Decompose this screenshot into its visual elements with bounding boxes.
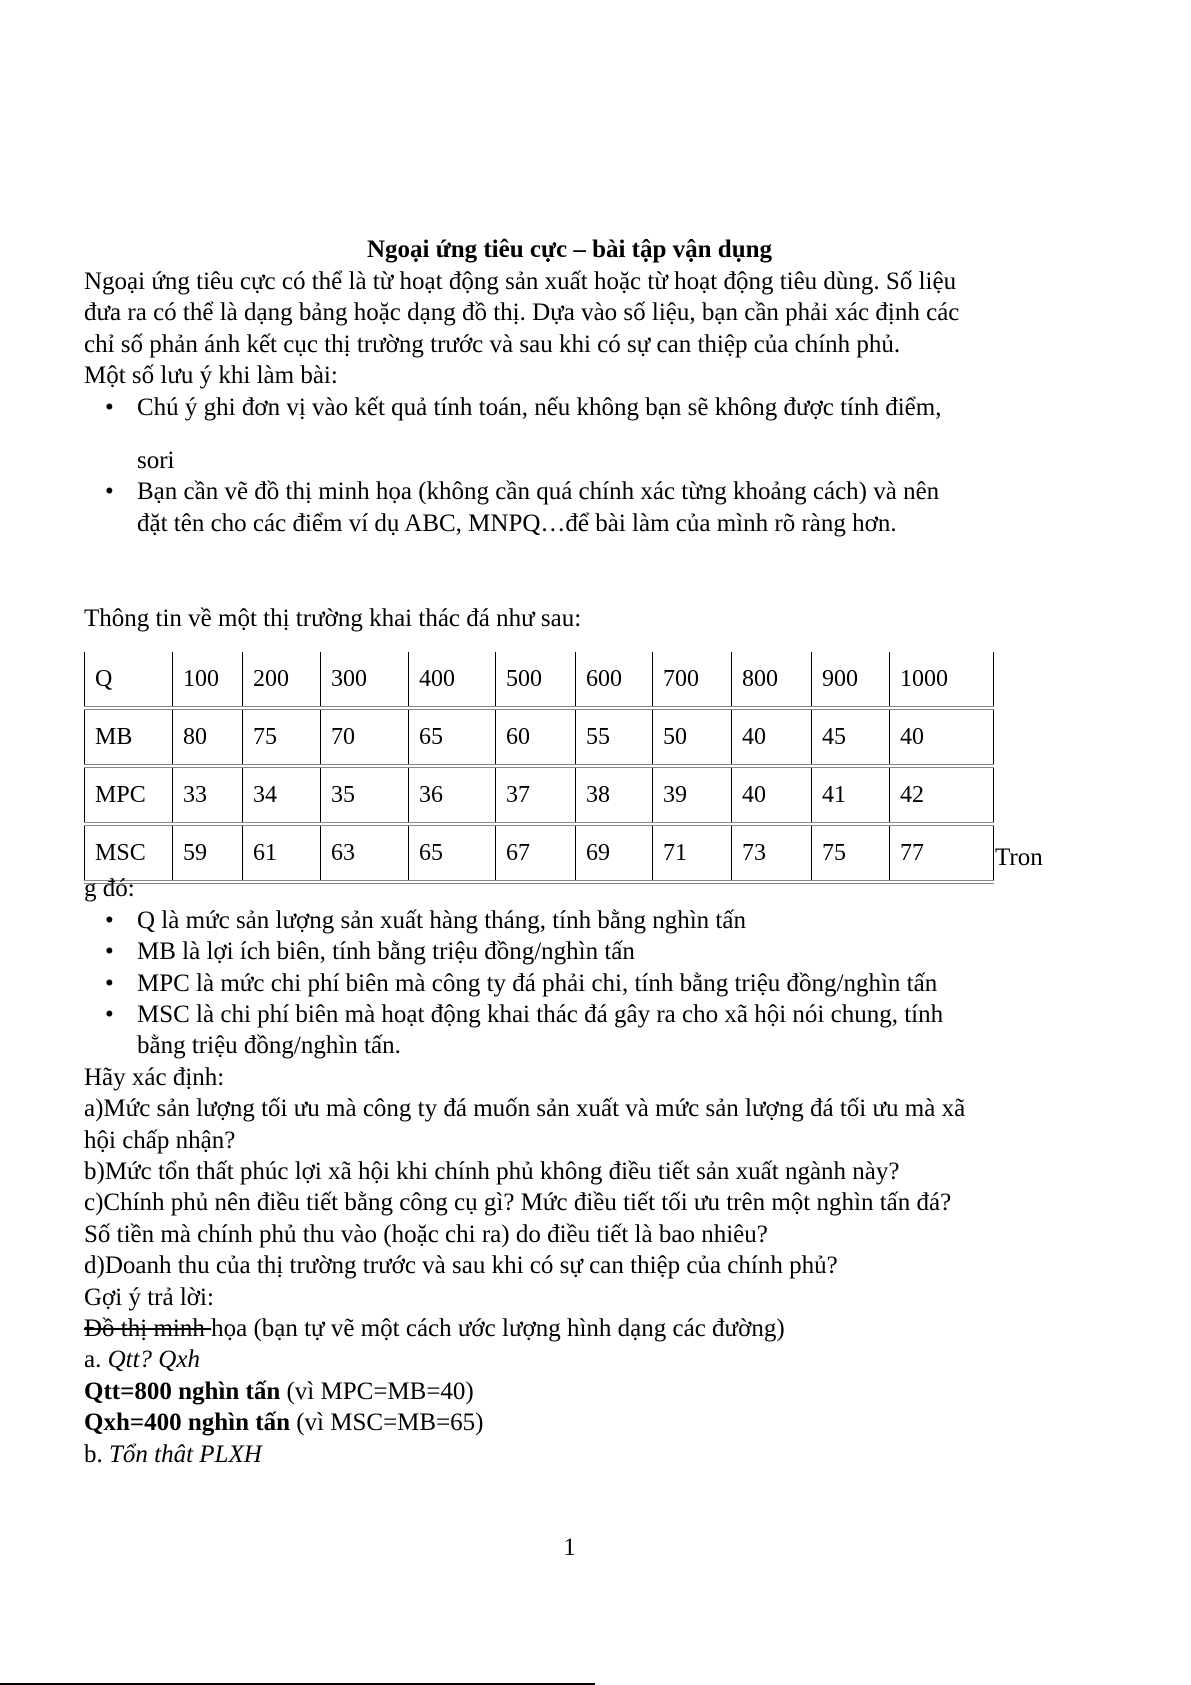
- table-cell: 36: [409, 766, 496, 824]
- table-cell: 55: [576, 708, 653, 766]
- def-text: MPC là mức chi phí biên mà công ty đá phải chi, tính bằng triệu đồng/nghìn tấn: [137, 970, 938, 997]
- table-cell: 65: [409, 708, 496, 766]
- table-cell: 39: [653, 766, 732, 824]
- answer-text: (vì MSC=MB=65): [289, 1409, 484, 1436]
- answer-label: b.: [84, 1441, 109, 1468]
- table-cell: 71: [653, 824, 732, 882]
- table-cell: 900: [812, 652, 890, 708]
- def-text: Q là mức sản lượng sản xuất hàng tháng, tính bằng nghìn tấn: [137, 907, 746, 934]
- def-text: MSC là chi phí biên mà hoạt động khai thác đá gây ra cho xã hội nói chung, tính: [137, 1001, 944, 1028]
- table-cell: 200: [243, 652, 321, 708]
- answer-qxh: [84, 1407, 484, 1438]
- table-cell: 38: [576, 766, 653, 824]
- data-table: [84, 652, 994, 884]
- answer-text: (vì MPC=MB=40): [280, 1378, 474, 1405]
- table-row: [85, 824, 994, 882]
- answer-a-heading: [84, 1344, 200, 1375]
- answer-bold: Qxh=400 nghìn tấn: [84, 1409, 290, 1436]
- question-line: a)Mức sản lượng tối ưu mà công ty đá muốn sản xuất và mức sản lượng đá tối ưu mà xã: [84, 1095, 966, 1122]
- row-header-cell: Q: [85, 652, 173, 708]
- table-cell: 40: [890, 708, 994, 766]
- def-text: MB là lợi ích biên, tính bằng triệu đồng/nghìn tấn: [137, 938, 635, 965]
- table-cell: 41: [812, 766, 890, 824]
- table-cell: 67: [496, 824, 576, 882]
- table-cell: 37: [496, 766, 576, 824]
- answer-text: họa (bạn tự vẽ một cách ước lượng hình dạng các đường): [211, 1315, 785, 1342]
- table-cell: 70: [321, 708, 409, 766]
- table-cell: 45: [812, 708, 890, 766]
- table-cell: 800: [732, 652, 812, 708]
- table-cell: 65: [409, 824, 496, 882]
- table-cell: 80: [173, 708, 243, 766]
- note-text: Bạn cần vẽ đồ thị minh họa (không cần quá chính xác từng khoảng cách) và nên: [137, 478, 940, 505]
- table-cell: 300: [321, 652, 409, 708]
- table-cell: 1000: [890, 652, 994, 708]
- question-line: c)Chính phủ nên điều tiết bằng công cụ gì? Mức điều tiết tối ưu trên một nghìn tấn đá?: [84, 1189, 952, 1216]
- table-cell: 63: [321, 824, 409, 882]
- table-cell: 40: [732, 766, 812, 824]
- question-line: b)Mức tổn thất phúc lợi xã hội khi chính phủ không điều tiết sản xuất ngành này?: [84, 1158, 900, 1185]
- table-row: [85, 652, 994, 708]
- table-cell: 75: [812, 824, 890, 882]
- table-row: [85, 708, 994, 766]
- table-cell: 73: [732, 824, 812, 882]
- table-cell: 60: [496, 708, 576, 766]
- row-header-cell: MSC: [85, 824, 173, 882]
- question-line: d)Doanh thu của thị trường trước và sau khi có sự can thiệp của chính phủ?: [84, 1252, 838, 1279]
- question-line: hội chấp nhận?: [84, 1127, 236, 1154]
- def-text-cont: bằng triệu đồng/nghìn tấn.: [137, 1032, 401, 1059]
- answer-subtitle: Qtt? Qxh: [107, 1346, 200, 1373]
- table-cell: 100: [173, 652, 243, 708]
- info-line: Thông tin về một thị trường khai thác đá như sau:: [84, 605, 582, 632]
- intro-line: chỉ số phản ánh kết cục thị trường trước và sau khi có sự can thiệp của chính phủ.: [84, 331, 901, 358]
- answer-graph-line: [84, 1313, 785, 1344]
- answer-qtt: [84, 1376, 474, 1407]
- table-cell: 34: [243, 766, 321, 824]
- intro-line: đưa ra có thể là dạng bảng hoặc dạng đồ thị. Dựa vào số liệu, bạn cần phải xác định các: [84, 299, 960, 326]
- question-line: Số tiền mà chính phủ thu vào (hoặc chi ra) do điều tiết là bao nhiêu?: [84, 1221, 768, 1248]
- table-cell: 600: [576, 652, 653, 708]
- table-cell: 59: [173, 824, 243, 882]
- row-header-cell: MB: [85, 708, 173, 766]
- page-title: Ngoại ứng tiêu cực – bài tập vận dụng: [366, 236, 773, 263]
- trong-do-part2: g đó:: [84, 875, 135, 902]
- question-line: Gợi ý trả lời:: [84, 1284, 214, 1311]
- table-cell: 40: [732, 708, 812, 766]
- answer-b-heading: [84, 1439, 262, 1470]
- answer-label: a.: [84, 1346, 108, 1373]
- table-cell: 75: [243, 708, 321, 766]
- table-cell: 400: [409, 652, 496, 708]
- table-cell: 33: [173, 766, 243, 824]
- row-header-cell: MPC: [85, 766, 173, 824]
- answer-subtitle: Tổn thât PLXH: [109, 1441, 262, 1468]
- page-number: 1: [563, 1534, 576, 1561]
- table-cell: 50: [653, 708, 732, 766]
- table-cell: 35: [321, 766, 409, 824]
- table-row: [85, 766, 994, 824]
- table-cell: 700: [653, 652, 732, 708]
- intro-line: Ngoại ứng tiêu cực có thể là từ hoạt động sản xuất hoặc từ hoạt động tiêu dùng. Số liệu: [84, 268, 957, 295]
- note-text: Chú ý ghi đơn vị vào kết quả tính toán, nếu không bạn sẽ không được tính điểm,: [137, 394, 942, 421]
- table-cell: 69: [576, 824, 653, 882]
- table-cell: 77: [890, 824, 994, 882]
- note-text-cont: sori: [137, 447, 175, 474]
- trong-do-part1: Tron: [995, 844, 1043, 871]
- intro-line: Một số lưu ý khi làm bài:: [84, 362, 338, 389]
- note-text-cont: đặt tên cho các điểm ví dụ ABC, MNPQ…để bài làm của mình rõ ràng hơn.: [137, 510, 897, 537]
- question-line: Hãy xác định:: [84, 1064, 225, 1091]
- answer-bold: Qtt=800 nghìn tấn: [84, 1378, 281, 1405]
- table-cell: 61: [243, 824, 321, 882]
- table-cell: 500: [496, 652, 576, 708]
- table-cell: 42: [890, 766, 994, 824]
- struck-text: Đồ thị minh: [84, 1315, 212, 1342]
